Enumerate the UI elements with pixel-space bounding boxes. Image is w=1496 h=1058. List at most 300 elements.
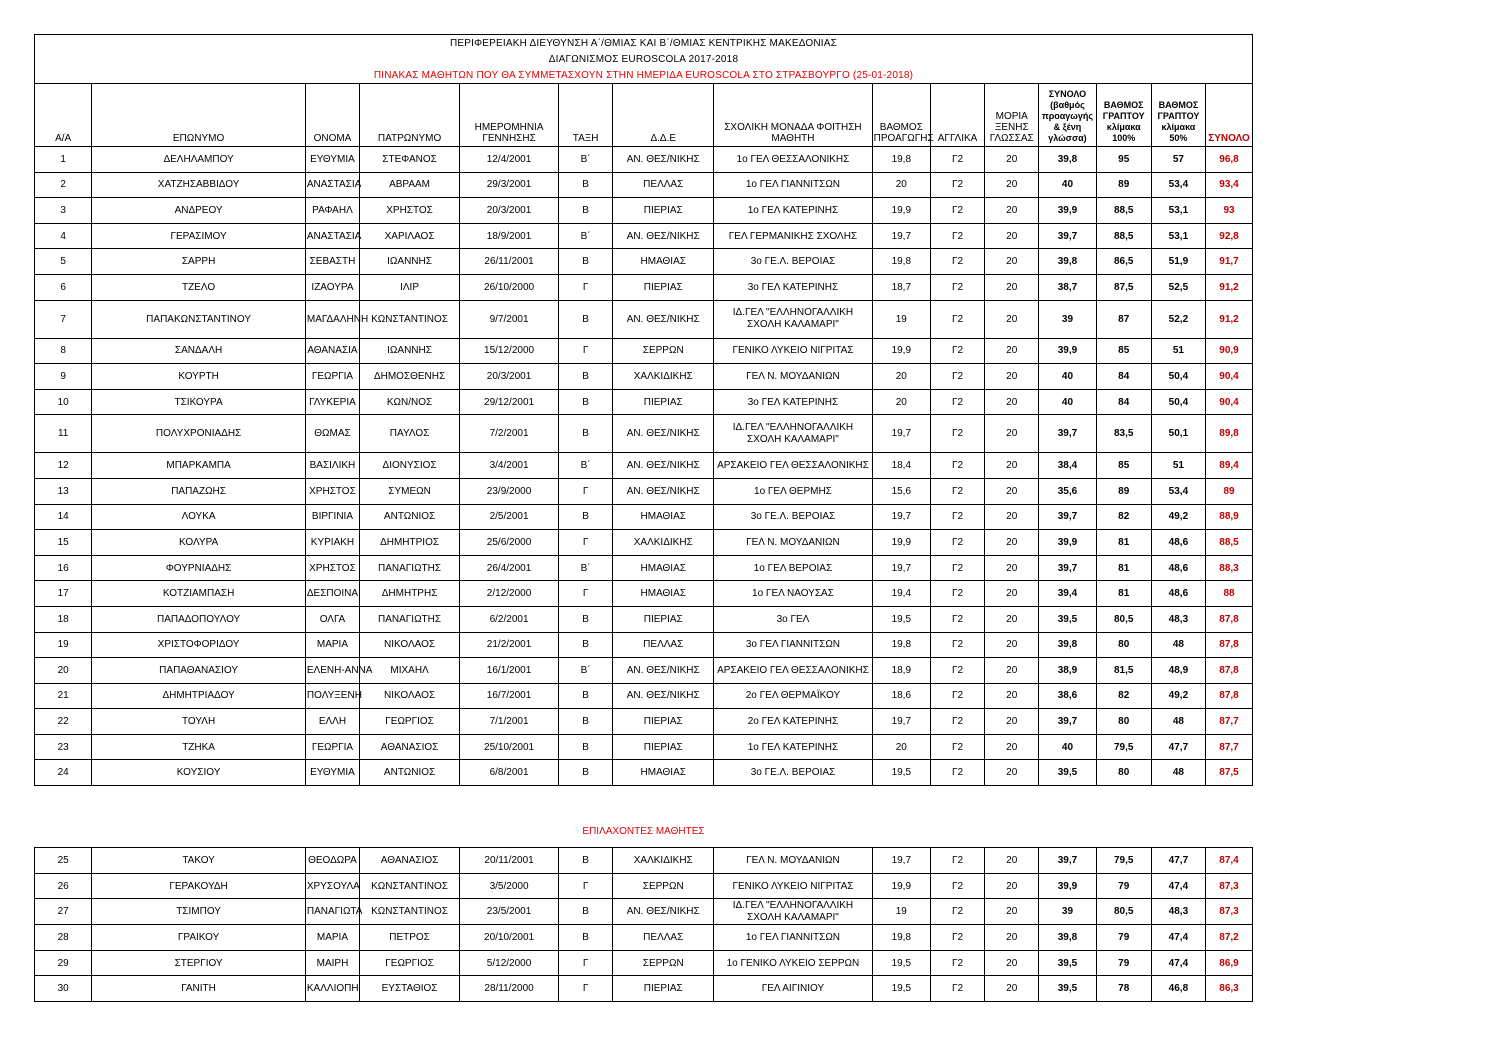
header-col-birthdate: ΗΜΕΡΟΜΗΝΙΑ ΓΕΝΝΗΣΗΣ [460, 84, 559, 147]
cell-col-surname: ΠΑΠΑΚΩΝΣΤΑΝΤΙΝΟΥ [92, 300, 306, 338]
cell-col-dde: ΧΑΛΚΙΔΙΚΗΣ [613, 848, 714, 874]
cell-col-father: ΧΑΡΙΛΑΟΣ [360, 223, 460, 249]
cell-col-english: Γ2 [930, 899, 984, 925]
cell-col-surname: ΛΟΥΚΑ [92, 504, 306, 530]
cell-col-aa: 23 [35, 734, 92, 760]
cell-col-written-100: 81 [1096, 555, 1151, 581]
cell-col-written-100: 79 [1096, 873, 1151, 899]
cell-col-name: ΙΖΑΟΥΡΑ [305, 274, 359, 300]
cell-col-dde: ΑΝ. ΘΕΣ/ΝΙΚΗΣ [613, 683, 714, 709]
cell-col-english: Γ2 [930, 364, 984, 390]
cell-col-total-a: 39,5 [1039, 950, 1096, 976]
cell-col-written-50: 53,4 [1151, 478, 1205, 504]
student-row [35, 453, 1253, 479]
cell-col-written-100: 87,5 [1096, 274, 1151, 300]
cell-col-class: Β [559, 172, 613, 198]
cell-col-dde: ΗΜΑΘΙΑΣ [613, 504, 714, 530]
cell-col-surname: ΣΑΝΔΑΛΗ [92, 338, 306, 364]
cell-col-father: ΑΘΑΝΑΣΙΟΣ [360, 734, 460, 760]
cell-col-written-50: 52,5 [1151, 274, 1205, 300]
cell-col-name: ΓΕΩΡΓΙΑ [305, 734, 359, 760]
cell-col-total: 89,8 [1206, 415, 1253, 453]
cell-col-grade: 19,9 [872, 338, 930, 364]
cell-col-total: 87,2 [1206, 925, 1253, 951]
cell-col-dde: ΑΝ. ΘΕΣ/ΝΙΚΗΣ [613, 223, 714, 249]
cell-col-english: Γ2 [930, 581, 984, 607]
cell-col-lang-points: 20 [985, 338, 1039, 364]
student-row [35, 658, 1253, 684]
cell-col-class: Γ [559, 478, 613, 504]
cell-col-written-100: 80 [1096, 632, 1151, 658]
cell-col-birthdate: 29/12/2001 [460, 389, 559, 415]
cell-col-total-a: 39,7 [1039, 504, 1096, 530]
cell-col-name: ΧΡΗΣΤΟΣ [305, 555, 359, 581]
cell-col-surname: ΤΣΙΚΟΥΡΑ [92, 389, 306, 415]
cell-col-surname: ΣΑΡΡΗ [92, 249, 306, 275]
cell-col-aa: 11 [35, 415, 92, 453]
cell-col-total: 87,7 [1206, 734, 1253, 760]
cell-col-father: ΙΩΑΝΝΗΣ [360, 249, 460, 275]
header-col-written-100: ΒΑΘΜΟΣ ΓΡΑΠΤΟΥ κλίμακα 100% [1096, 84, 1151, 147]
cell-col-total: 87,8 [1206, 658, 1253, 684]
cell-col-english: Γ2 [930, 453, 984, 479]
cell-col-dde: ΗΜΑΘΙΑΣ [613, 249, 714, 275]
cell-col-aa: 20 [35, 658, 92, 684]
cell-col-school: ΓΕΛ Ν. ΜΟΥΔΑΝΙΩΝ [714, 848, 872, 874]
header-col-dde: Δ.Δ.Ε [613, 84, 714, 147]
cell-col-written-100: 87 [1096, 300, 1151, 338]
cell-col-grade: 20 [872, 364, 930, 390]
cell-col-total-a: 38,7 [1039, 274, 1096, 300]
cell-col-english: Γ2 [930, 249, 984, 275]
cell-col-lang-points: 20 [985, 950, 1039, 976]
cell-col-english: Γ2 [930, 300, 984, 338]
cell-col-father: ΠΑΥΛΟΣ [360, 415, 460, 453]
cell-col-birthdate: 20/10/2001 [460, 925, 559, 951]
student-row [35, 709, 1253, 735]
substitutes-table-body [35, 848, 1253, 1002]
cell-col-aa: 28 [35, 925, 92, 951]
cell-col-name: ΟΛΓΑ [305, 606, 359, 632]
cell-col-class: Γ [559, 950, 613, 976]
cell-col-total-a: 40 [1039, 172, 1096, 198]
cell-col-total: 86,3 [1206, 976, 1253, 1002]
cell-col-father: ΣΥΜΕΩΝ [360, 478, 460, 504]
cell-col-dde: ΠΕΛΛΑΣ [613, 172, 714, 198]
cell-col-name: ΔΕΣΠΟΙΝΑ [305, 581, 359, 607]
cell-col-class: Β [559, 734, 613, 760]
cell-col-class: Γ [559, 976, 613, 1002]
student-row [35, 478, 1253, 504]
cell-col-total-a: 38,6 [1039, 683, 1096, 709]
cell-col-aa: 14 [35, 504, 92, 530]
cell-col-aa: 9 [35, 364, 92, 390]
cell-col-birthdate: 7/2/2001 [460, 415, 559, 453]
cell-col-school: 1ο ΓΕΛ ΓΙΑΝΝΙΤΣΩΝ [714, 172, 872, 198]
cell-col-written-50: 51,9 [1151, 249, 1205, 275]
cell-col-written-100: 89 [1096, 478, 1151, 504]
cell-col-aa: 22 [35, 709, 92, 735]
cell-col-grade: 18,9 [872, 658, 930, 684]
cell-col-grade: 19,7 [872, 223, 930, 249]
cell-col-total-a: 39,7 [1039, 555, 1096, 581]
cell-col-lang-points: 20 [985, 848, 1039, 874]
cell-col-written-50: 50,4 [1151, 364, 1205, 390]
cell-col-english: Γ2 [930, 147, 984, 173]
cell-col-lang-points: 20 [985, 389, 1039, 415]
cell-col-name: ΠΑΝΑΓΙΩΤΑ [305, 899, 359, 925]
student-row [35, 734, 1253, 760]
cell-col-father: ΓΕΩΡΓΙΟΣ [360, 709, 460, 735]
cell-col-lang-points: 20 [985, 873, 1039, 899]
student-row [35, 581, 1253, 607]
cell-col-english: Γ2 [930, 709, 984, 735]
cell-col-school: 3ο ΓΕΛ ΚΑΤΕΡΙΝΗΣ [714, 389, 872, 415]
cell-col-birthdate: 16/7/2001 [460, 683, 559, 709]
cell-col-written-100: 81 [1096, 581, 1151, 607]
student-row [35, 389, 1253, 415]
document-page [34, 34, 1253, 786]
cell-col-grade: 19,8 [872, 632, 930, 658]
cell-col-name: ΕΥΘΥΜΙΑ [305, 760, 359, 786]
cell-col-aa: 12 [35, 453, 92, 479]
cell-col-total: 87,3 [1206, 873, 1253, 899]
cell-col-surname: ΧΡΙΣΤΟΦΟΡΙΔΟΥ [92, 632, 306, 658]
cell-col-class: Β΄ [559, 223, 613, 249]
cell-col-name: ΒΙΡΓΙΝΙΑ [305, 504, 359, 530]
header-col-class: ΤΑΞΗ [559, 84, 613, 147]
cell-col-school: ΓΕΛ ΓΕΡΜΑΝΙΚΗΣ ΣΧΟΛΗΣ [714, 223, 872, 249]
student-row [35, 338, 1253, 364]
cell-col-written-50: 48 [1151, 760, 1205, 786]
cell-col-class: Β΄ [559, 453, 613, 479]
cell-col-total-a: 40 [1039, 364, 1096, 390]
cell-col-lang-points: 20 [985, 172, 1039, 198]
cell-col-total-a: 39,5 [1039, 606, 1096, 632]
student-row [35, 364, 1253, 390]
cell-col-lang-points: 20 [985, 899, 1039, 925]
cell-col-lang-points: 20 [985, 274, 1039, 300]
cell-col-father: ΜΙΧΑΗΛ [360, 658, 460, 684]
cell-col-lang-points: 20 [985, 198, 1039, 224]
cell-col-name: ΚΥΡΙΑΚΗ [305, 530, 359, 556]
cell-col-written-50: 51 [1151, 453, 1205, 479]
cell-col-dde: ΠΙΕΡΙΑΣ [613, 976, 714, 1002]
cell-col-birthdate: 9/7/2001 [460, 300, 559, 338]
cell-col-written-100: 80 [1096, 760, 1151, 786]
substitute-row [35, 925, 1253, 951]
substitute-row [35, 848, 1253, 874]
cell-col-aa: 13 [35, 478, 92, 504]
cell-col-grade: 19,9 [872, 530, 930, 556]
cell-col-total-a: 40 [1039, 389, 1096, 415]
cell-col-school: 2ο ΓΕΛ ΘΕΡΜΑΪΚΟΥ [714, 683, 872, 709]
cell-col-father: ΠΕΤΡΟΣ [360, 925, 460, 951]
cell-col-written-100: 78 [1096, 976, 1151, 1002]
cell-col-class: Β [559, 364, 613, 390]
cell-col-school: 1ο ΓΕΛ ΘΕΣΣΑΛΟΝΙΚΗΣ [714, 147, 872, 173]
cell-col-written-100: 82 [1096, 683, 1151, 709]
cell-col-grade: 19,5 [872, 606, 930, 632]
cell-col-total-a: 39,8 [1039, 925, 1096, 951]
cell-col-written-50: 46,8 [1151, 976, 1205, 1002]
cell-col-aa: 6 [35, 274, 92, 300]
cell-col-class: Β [559, 709, 613, 735]
cell-col-dde: ΣΕΡΡΩΝ [613, 338, 714, 364]
student-row [35, 198, 1253, 224]
cell-col-school: 1ο ΓΕΝΙΚΟ ΛΥΚΕΙΟ ΣΕΡΡΩΝ [714, 950, 872, 976]
cell-col-class: Β [559, 198, 613, 224]
cell-col-total: 90,4 [1206, 364, 1253, 390]
cell-col-father: ΔΙΟΝΥΣΙΟΣ [360, 453, 460, 479]
header-col-school: ΣΧΟΛΙΚΗ ΜΟΝΑΔΑ ΦΟΙΤΗΣΗ ΜΑΘΗΤΗ [714, 84, 872, 147]
cell-col-aa: 26 [35, 873, 92, 899]
cell-col-father: ΑΝΤΩΝΙΟΣ [360, 504, 460, 530]
cell-col-class: Β [559, 606, 613, 632]
cell-col-total-a: 38,4 [1039, 453, 1096, 479]
cell-col-surname: ΣΤΕΡΓΙΟΥ [92, 950, 306, 976]
cell-col-aa: 30 [35, 976, 92, 1002]
cell-col-total: 87,8 [1206, 632, 1253, 658]
cell-col-class: Β [559, 300, 613, 338]
cell-col-total: 86,9 [1206, 950, 1253, 976]
cell-col-father: ΚΩΝΣΤΑΝΤΙΝΟΣ [360, 873, 460, 899]
cell-col-aa: 5 [35, 249, 92, 275]
cell-col-school: ΙΔ.ΓΕΛ "ΕΛΛΗΝΟΓΑΛΛΙΚΗ ΣΧΟΛΗ ΚΑΛΑΜΑΡΙ" [714, 899, 872, 925]
cell-col-aa: 7 [35, 300, 92, 338]
cell-col-grade: 19,8 [872, 249, 930, 275]
cell-col-name: ΜΑΙΡΗ [305, 950, 359, 976]
cell-col-surname: ΓΑΝΙΤΗ [92, 976, 306, 1002]
cell-col-written-100: 80,5 [1096, 899, 1151, 925]
cell-col-written-100: 81 [1096, 530, 1151, 556]
cell-col-surname: ΔΗΜΗΤΡΙΑΔΟΥ [92, 683, 306, 709]
cell-col-surname: ΧΑΤΖΗΣΑΒΒΙΔΟΥ [92, 172, 306, 198]
cell-col-aa: 19 [35, 632, 92, 658]
cell-col-english: Γ2 [930, 950, 984, 976]
cell-col-dde: ΗΜΑΘΙΑΣ [613, 555, 714, 581]
header-line-2: ΔΙΑΓΩΝΙΣΜΟΣ EUROSCOLA 2017-2018 [35, 51, 1253, 67]
cell-col-grade: 15,6 [872, 478, 930, 504]
cell-col-surname: ΓΡΑΙΚΟΥ [92, 925, 306, 951]
cell-col-total-a: 39,7 [1039, 223, 1096, 249]
cell-col-school: 3ο ΓΕΛ ΓΙΑΝΝΙΤΣΩΝ [714, 632, 872, 658]
cell-col-surname: ΤΖΗΚΑ [92, 734, 306, 760]
cell-col-written-100: 95 [1096, 147, 1151, 173]
cell-col-school: 1ο ΓΕΛ ΝΑΟΥΣΑΣ [714, 581, 872, 607]
cell-col-total-a: 39,9 [1039, 198, 1096, 224]
cell-col-total-a: 39,8 [1039, 147, 1096, 173]
cell-col-school: 2ο ΓΕΛ ΚΑΤΕΡΙΝΗΣ [714, 709, 872, 735]
cell-col-total: 87,7 [1206, 709, 1253, 735]
cell-col-total-a: 39,8 [1039, 249, 1096, 275]
cell-col-aa: 10 [35, 389, 92, 415]
cell-col-father: ΔΗΜΗΤΡΙΟΣ [360, 530, 460, 556]
cell-col-school: 1ο ΓΕΛ ΚΑΤΕΡΙΝΗΣ [714, 198, 872, 224]
cell-col-class: Β΄ [559, 555, 613, 581]
cell-col-dde: ΑΝ. ΘΕΣ/ΝΙΚΗΣ [613, 300, 714, 338]
substitutes-section [34, 847, 1253, 1002]
cell-col-name: ΡΑΦΑΗΛ [305, 198, 359, 224]
cell-col-written-50: 48,9 [1151, 658, 1205, 684]
header-col-surname: ΕΠΩΝΥΜΟ [92, 84, 306, 147]
cell-col-surname: ΤΟΥΛΗ [92, 709, 306, 735]
cell-col-written-50: 47,7 [1151, 734, 1205, 760]
cell-col-lang-points: 20 [985, 223, 1039, 249]
cell-col-lang-points: 20 [985, 606, 1039, 632]
cell-col-written-100: 88,5 [1096, 198, 1151, 224]
cell-col-birthdate: 3/5/2000 [460, 873, 559, 899]
cell-col-father: ΑΝΤΩΝΙΟΣ [360, 760, 460, 786]
cell-col-name: ΑΝΑΣΤΑΣΙΑ [305, 223, 359, 249]
cell-col-total-a: 39,7 [1039, 709, 1096, 735]
cell-col-father: ΔΗΜΟΣΘΕΝΗΣ [360, 364, 460, 390]
cell-col-class: Β [559, 415, 613, 453]
cell-col-birthdate: 20/11/2001 [460, 848, 559, 874]
cell-col-written-50: 57 [1151, 147, 1205, 173]
cell-col-written-50: 47,4 [1151, 950, 1205, 976]
cell-col-lang-points: 20 [985, 734, 1039, 760]
header-col-lang-points: ΜΟΡΙΑ ΞΕΝΗΣ ΓΛΩΣΣΑΣ [985, 84, 1039, 147]
cell-col-total-a: 39,5 [1039, 976, 1096, 1002]
cell-col-english: Γ2 [930, 172, 984, 198]
student-row [35, 274, 1253, 300]
header-col-english: ΑΓΓΛΙΚΑ [930, 84, 984, 147]
cell-col-dde: ΣΕΡΡΩΝ [613, 873, 714, 899]
cell-col-lang-points: 20 [985, 925, 1039, 951]
cell-col-dde: ΠΙΕΡΙΑΣ [613, 734, 714, 760]
cell-col-dde: ΠΕΛΛΑΣ [613, 925, 714, 951]
cell-col-english: Γ2 [930, 873, 984, 899]
cell-col-class: Β [559, 683, 613, 709]
cell-col-grade: 19,4 [872, 581, 930, 607]
substitute-row [35, 976, 1253, 1002]
cell-col-grade: 19,7 [872, 848, 930, 874]
cell-col-surname: ΠΟΛΥΧΡΟΝΙΑΔΗΣ [92, 415, 306, 453]
cell-col-father: ΧΡΗΣΤΟΣ [360, 198, 460, 224]
cell-col-total-a: 39,8 [1039, 632, 1096, 658]
cell-col-name: ΓΛΥΚΕΡΙΑ [305, 389, 359, 415]
cell-col-english: Γ2 [930, 734, 984, 760]
cell-col-aa: 18 [35, 606, 92, 632]
cell-col-total: 93,4 [1206, 172, 1253, 198]
cell-col-grade: 20 [872, 172, 930, 198]
cell-col-written-100: 85 [1096, 453, 1151, 479]
cell-col-surname: ΜΠΑΡΚΑΜΠΑ [92, 453, 306, 479]
cell-col-total-a: 39,9 [1039, 873, 1096, 899]
cell-col-written-100: 79 [1096, 950, 1151, 976]
cell-col-school: 1ο ΓΕΛ ΚΑΤΕΡΙΝΗΣ [714, 734, 872, 760]
cell-col-birthdate: 29/3/2001 [460, 172, 559, 198]
cell-col-grade: 20 [872, 734, 930, 760]
cell-col-lang-points: 20 [985, 300, 1039, 338]
cell-col-father: ΠΑΝΑΓΙΩΤΗΣ [360, 555, 460, 581]
cell-col-birthdate: 5/12/2000 [460, 950, 559, 976]
cell-col-birthdate: 3/4/2001 [460, 453, 559, 479]
cell-col-birthdate: 16/1/2001 [460, 658, 559, 684]
cell-col-written-100: 80 [1096, 709, 1151, 735]
cell-col-total: 88 [1206, 581, 1253, 607]
cell-col-written-100: 84 [1096, 389, 1151, 415]
cell-col-father: ΙΩΑΝΝΗΣ [360, 338, 460, 364]
cell-col-total: 87,8 [1206, 683, 1253, 709]
cell-col-class: Β [559, 848, 613, 874]
cell-col-total: 89,4 [1206, 453, 1253, 479]
student-row [35, 172, 1253, 198]
student-row [35, 632, 1253, 658]
cell-col-written-50: 48,6 [1151, 530, 1205, 556]
cell-col-english: Γ2 [930, 658, 984, 684]
cell-col-father: ΙΛΙΡ [360, 274, 460, 300]
cell-col-school: ΙΔ.ΓΕΛ "ΕΛΛΗΝΟΓΑΛΛΙΚΗ ΣΧΟΛΗ ΚΑΛΑΜΑΡΙ" [714, 300, 872, 338]
cell-col-grade: 19 [872, 899, 930, 925]
cell-col-father: ΔΗΜΗΤΡΗΣ [360, 581, 460, 607]
substitutes-title: ΕΠΙΛΑΧΟΝΤΕΣ ΜΑΘΗΤΕΣ [582, 826, 705, 837]
cell-col-written-50: 48 [1151, 632, 1205, 658]
cell-col-lang-points: 20 [985, 581, 1039, 607]
cell-col-grade: 18,4 [872, 453, 930, 479]
cell-col-lang-points: 20 [985, 760, 1039, 786]
cell-col-lang-points: 20 [985, 415, 1039, 453]
cell-col-surname: ΓΕΡΑΣΙΜΟΥ [92, 223, 306, 249]
cell-col-total: 87,5 [1206, 760, 1253, 786]
student-row [35, 504, 1253, 530]
cell-col-father: ΝΙΚΟΛΑΟΣ [360, 632, 460, 658]
cell-col-surname: ΔΕΛΗΛΑΜΠΟΥ [92, 147, 306, 173]
cell-col-name: ΘΩΜΑΣ [305, 415, 359, 453]
cell-col-name: ΣΕΒΑΣΤΗ [305, 249, 359, 275]
header-col-grade: ΒΑΘΜΟΣ ΠΡΟΑΓΩΓΗΣ [872, 84, 930, 147]
cell-col-total-a: 38,9 [1039, 658, 1096, 684]
cell-col-school: 3ο ΓΕ.Λ. ΒΕΡΟΙΑΣ [714, 504, 872, 530]
cell-col-total: 87,4 [1206, 848, 1253, 874]
cell-col-written-50: 48,3 [1151, 606, 1205, 632]
cell-col-aa: 21 [35, 683, 92, 709]
cell-col-grade: 19,5 [872, 950, 930, 976]
cell-col-name: ΜΑΓΔΑΛΗΝΗ [305, 300, 359, 338]
cell-col-grade: 20 [872, 389, 930, 415]
cell-col-total-a: 39,9 [1039, 338, 1096, 364]
cell-col-lang-points: 20 [985, 555, 1039, 581]
cell-col-birthdate: 6/2/2001 [460, 606, 559, 632]
cell-col-english: Γ2 [930, 683, 984, 709]
cell-col-english: Γ2 [930, 338, 984, 364]
cell-col-class: Β [559, 925, 613, 951]
cell-col-dde: ΠΕΛΛΑΣ [613, 632, 714, 658]
cell-col-dde: ΧΑΛΚΙΔΙΚΗΣ [613, 364, 714, 390]
cell-col-school: ΑΡΣΑΚΕΙΟ ΓΕΛ ΘΕΣΣΑΛΟΝΙΚΗΣ [714, 658, 872, 684]
cell-col-father: ΚΩΝ/ΝΟΣ [360, 389, 460, 415]
cell-col-surname: ΤΖΕΛΟ [92, 274, 306, 300]
cell-col-written-50: 53,4 [1151, 172, 1205, 198]
cell-col-english: Γ2 [930, 415, 984, 453]
student-row [35, 555, 1253, 581]
cell-col-surname: ΚΟΛΥΡΑ [92, 530, 306, 556]
cell-col-written-50: 52,2 [1151, 300, 1205, 338]
cell-col-birthdate: 6/8/2001 [460, 760, 559, 786]
cell-col-birthdate: 7/1/2001 [460, 709, 559, 735]
substitute-row [35, 950, 1253, 976]
cell-col-school: 1ο ΓΕΛ ΘΕΡΜΗΣ [714, 478, 872, 504]
column-header-row [35, 84, 1253, 147]
cell-col-school: 1ο ΓΕΛ ΓΙΑΝΝΙΤΣΩΝ [714, 925, 872, 951]
cell-col-name: ΜΑΡΙΑ [305, 632, 359, 658]
cell-col-school: 1ο ΓΕΛ ΒΕΡΟΙΑΣ [714, 555, 872, 581]
cell-col-written-50: 51 [1151, 338, 1205, 364]
cell-col-dde: ΑΝ. ΘΕΣ/ΝΙΚΗΣ [613, 899, 714, 925]
cell-col-name: ΚΑΛΛΙΟΠΗ [305, 976, 359, 1002]
cell-col-lang-points: 20 [985, 147, 1039, 173]
